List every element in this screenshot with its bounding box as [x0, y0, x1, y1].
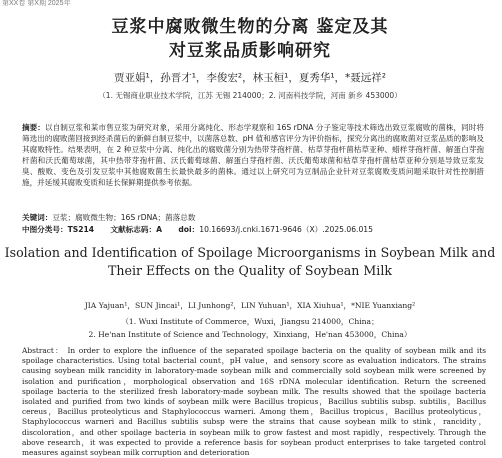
classification-line [22, 224, 484, 235]
english-authors: JIA Yajuan¹，SUN Jincai¹，LI Junhong²，LIN Yuhuan¹，XIA Xiuhua¹，*NIE Yuanxiang² [84, 301, 416, 310]
doi-label: doi： [178, 225, 200, 234]
document-code-item [111, 225, 162, 234]
chinese-keywords [22, 212, 484, 223]
english-title-line-2: Their Effects on the Quality of Soybean Milk [108, 263, 392, 278]
english-abstract-label: Abstract： [22, 346, 64, 355]
doi-item [178, 225, 387, 234]
chinese-authors: 贾亚娟¹，孙晋才¹，李俊宏²，林玉桓¹，夏秀华¹，*聂远祥² [113, 72, 386, 84]
document-code-label: 文献标志码： [110, 225, 157, 234]
chinese-affiliations: （1. 无锡商业职业技术学院，江苏 无锡 214000；2. 河南科技学院，河南 新乡 453000） [98, 91, 402, 100]
classification-label: 中图分类号： [22, 225, 68, 234]
running-header: 第XX卷 第X期 2025年 [2, 0, 71, 7]
document-code-value: A [156, 225, 162, 234]
english-affiliation-2: 2. He'nan Institute of Science and Technology，Xinxiang，He'nan 453000，China） [88, 330, 412, 339]
keywords-label: 关键词： [22, 213, 53, 222]
chinese-title-line-1: 豆浆中腐败微生物的分离 鉴定及其 [111, 17, 389, 37]
english-affiliation-1: （1. Wuxi Institute of Commerce，Wuxi，Jiangsu 214000，China； [121, 317, 379, 326]
doi-value: 10.16693/j.cnki.1671-9646（X）.2025.06.015 [199, 225, 373, 234]
classification-value: TS214 [67, 225, 95, 234]
chinese-title-line-2: 对豆浆品质影响研究 [169, 41, 331, 61]
english-abstract-text: In order to explore the influence of the separated spoilage bacteria on the quality of soybean milk and its spoilage characteristics. Using total bacterial count，pH value，and sensory score as evaluation indicators. The strains causing soybean milk rancidity in laboratory-made soybean milk and commercially sold soybean milk were screened by isolation and purification，morphological observation and 16S rDNA molecular identification. Return the screened spoilage bacteria to the sterilized fresh laboratory-made soybean milk. The results showed that the spoilage bacteria isolated and purified from two kinds of soybean milk were Bacillus tropicus，Bacillus subtilis subsp. subtilis，Bacillus cereus，Bacillus proteolyticus and Staphylococcus warneri. Among them，Bacillus tropicus，Bacillus proteolyticus，Staphylococcus warneri and Bacillus subtilis subsp were the strains that cause soybean milk to stink，rancidity，discoloration，and other spoilage bacteria in soybean milk to grow fastest and most rapidly，respectively. Through the above research，it was expected to provide a reference basis for soybean product enterprises to take targeted control measures against soybean milk corruption and deterioration [22, 346, 486, 458]
keywords-value: 豆浆；腐败微生物；16S rDNA；菌落总数 [52, 213, 196, 222]
chinese-abstract-text: 以自制豆浆和某市售豆浆为研究对象，采用分离纯化、形态学观察和 16S rDNA 分子鉴定等技术筛选出致豆浆腐败的菌株，同时将筛选出的腐败菌回接到经杀菌后的新鲜自制豆浆中，以菌落总数、pH 值和感官评分为评价指标，探究分离出的腐败菌对豆浆品质的影响及其腐败特性。结果表明，在 2 种豆浆中分离、纯化出的腐败菌分别为热带芽孢杆菌、枯草芽孢杆菌枯草亚种、蜡样芽孢杆菌、解蛋白芽孢杆菌和沃氏葡萄球菌，其中热带芽孢杆菌、沃氏葡萄球菌、解蛋白芽孢杆菌、沃氏葡萄球菌和枯草芽孢杆菌枯草亚种分别是导致豆浆发臭、酸败、变色及引发豆浆中其他腐败菌生长最快最多的菌株。通过以上研究可为豆制品企业针对豆浆腐败变质问题采取针对性控制措施，并延缓其腐败变质和延长保鲜期提供参考依据。 [22, 123, 484, 187]
chinese-abstract-label: 摘要： [22, 123, 45, 132]
english-abstract [22, 346, 486, 458]
classification-item [22, 225, 94, 234]
chinese-abstract [22, 122, 484, 218]
english-title-line-1: Isolation and Identification of Spoilage Microorganisms in Soybean Milk and [4, 245, 496, 260]
